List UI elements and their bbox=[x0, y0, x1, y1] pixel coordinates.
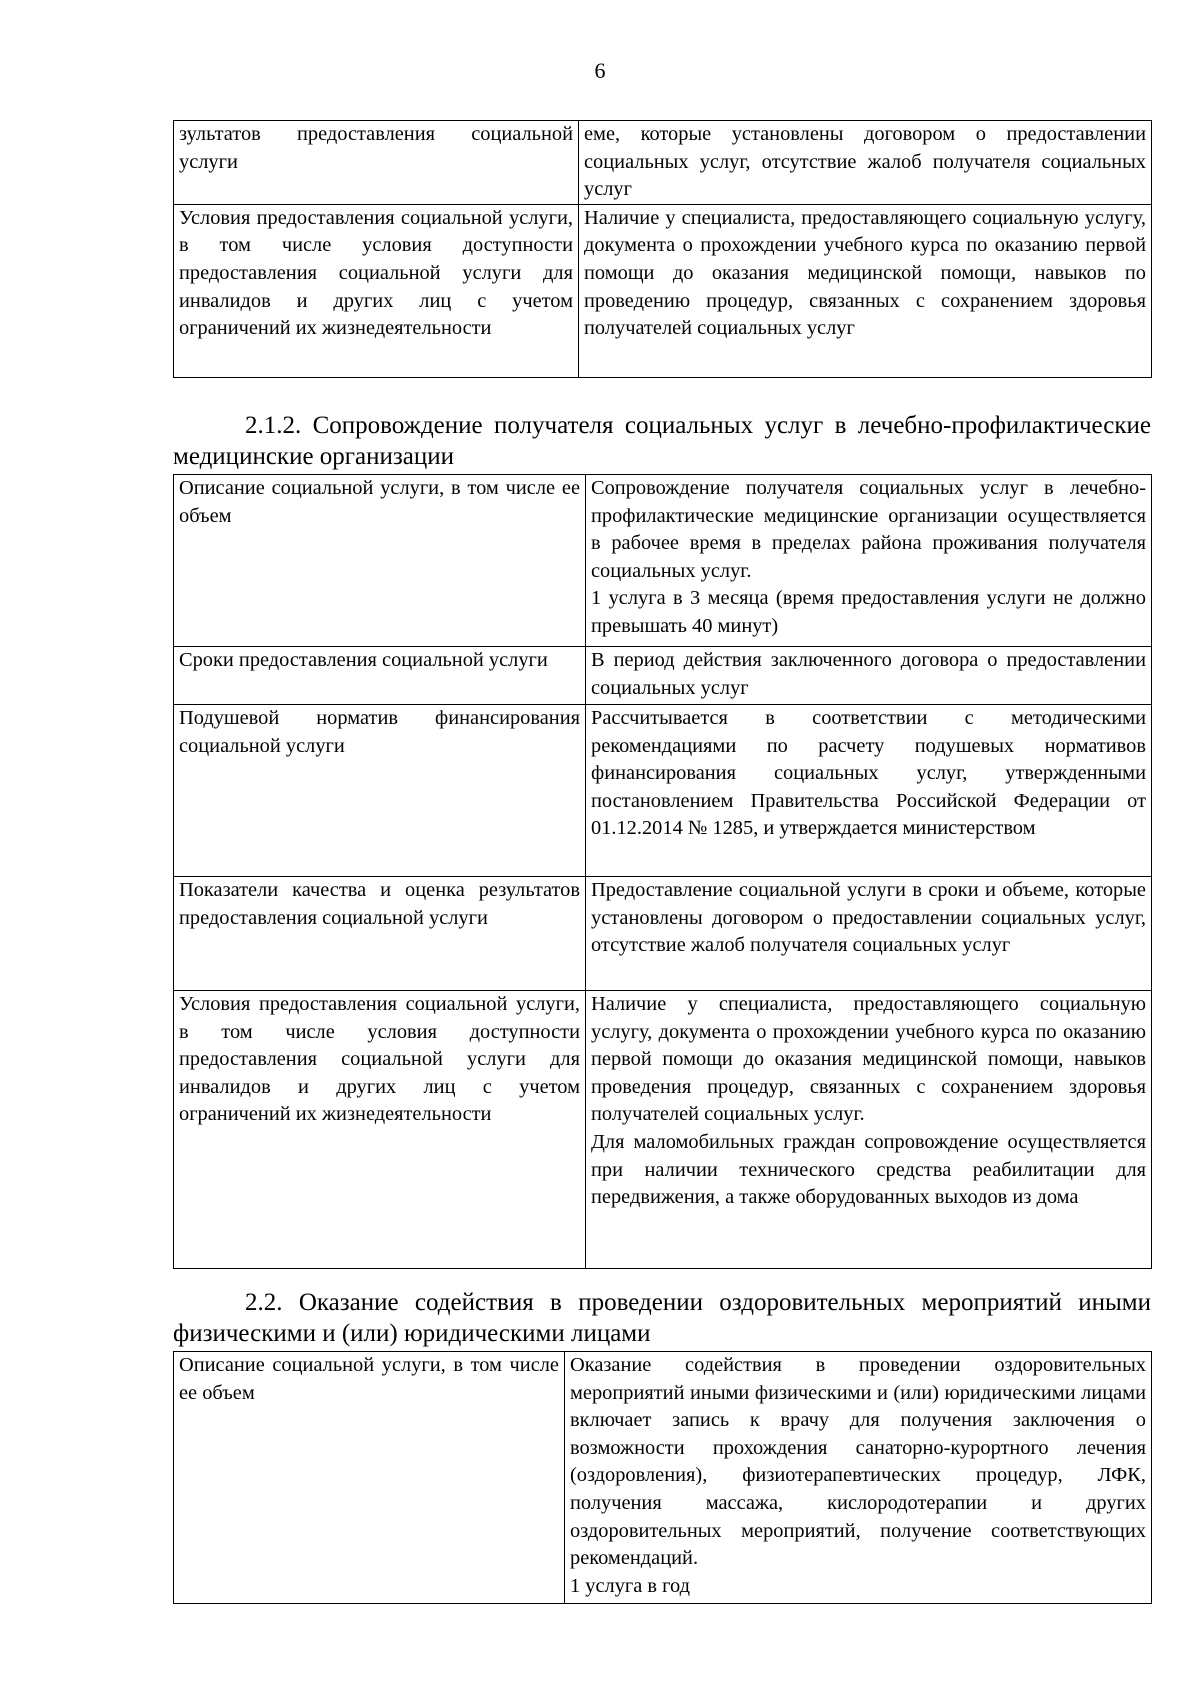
section-2-1-2 bbox=[173, 410, 1152, 1269]
cell-paragraph: Наличие у специалиста, предоставляющего социальную услугу, документа о прохождении учебного курса по оказанию первой помощи до оказания медицинской помощи, навыков по проведению процедур, связанных с сохранением здоровья получателей социальных услуг bbox=[584, 206, 1146, 340]
table-cell-label: Показатели качества и оценка результатов предоставления социальной услуги bbox=[174, 877, 586, 991]
table-row bbox=[174, 1352, 1152, 1604]
table-cell-value bbox=[586, 705, 1152, 877]
table-cell-value bbox=[579, 204, 1152, 377]
cell-paragraph: 1 услуга в год bbox=[570, 1574, 690, 1597]
cell-paragraph: В период действия заключенного договора о предоставлении социальных услуг bbox=[591, 649, 1146, 699]
section-2-2 bbox=[173, 1287, 1152, 1604]
cell-paragraph: Наличие у специалиста, предоставляющего социальную услугу, документа о прохождении учебного курса по оказанию первой помощи до оказания медицинской помощи, навыков проведения процедур, связанных с сохранением здоровья получателей социальных услуг. bbox=[591, 993, 1146, 1126]
table-cell-label: Условия предоставления социальной услуги, в том числе условия доступности предоставления социальной услуги для инвалидов и других лиц с учетом ограничений их жизнедеятельности bbox=[174, 991, 586, 1269]
cell-paragraph: Предоставление социальной услуги в сроки и объеме, которые установлены договором о предоставлении социальных услуг, отсутствие жалоб получателя социальных услуг bbox=[591, 879, 1146, 957]
table-row bbox=[174, 475, 1152, 647]
table-cell-value bbox=[586, 877, 1152, 991]
table-cell-value bbox=[586, 991, 1152, 1269]
table-cell-value bbox=[579, 121, 1152, 205]
cell-paragraph: Оказание содействия в проведении оздоровительных мероприятий иными физическими и (или) юридическими лицами включает запись к врачу для получения заключения о возможности прохождения санаторно-курортного лечения (оздоровления), физиотерапевтических процедур, ЛФК, получения массажа, кислородотерапии и других оздоровительных мероприятий, получение соответствующих рекомендаций. bbox=[570, 1354, 1146, 1570]
table-row bbox=[174, 204, 1152, 377]
cell-paragraph: Сопровождение получателя социальных услуг в лечебно-профилактические медицинские организации осуществляется в рабочее время в пределах района проживания получателя социальных услуг. bbox=[591, 477, 1146, 582]
table-top bbox=[173, 120, 1152, 378]
cell-paragraph: 1 услуга в 3 месяца (время предоставления услуги не должно превышать 40 минут) bbox=[591, 587, 1146, 637]
table-row bbox=[174, 121, 1152, 205]
table-cell-value bbox=[565, 1352, 1152, 1604]
table-cell-label: Описание социальной услуги, в том числе ее объем bbox=[174, 475, 586, 647]
table-cell-label: Описание социальной услуги, в том числе ее объем bbox=[174, 1352, 565, 1604]
table-row bbox=[174, 705, 1152, 877]
table-section-2-1-2 bbox=[173, 474, 1152, 1269]
table-cell-label: Сроки предоставления социальной услуги bbox=[174, 647, 586, 705]
section-heading: 2.2. Оказание содействия в проведении оздоровительных мероприятий иными физическими и (или) юридическими лицами bbox=[173, 1289, 1151, 1347]
section-heading: 2.1.2. Сопровождение получателя социальных услуг в лечебно-профилактические медицинские организации bbox=[173, 412, 1151, 470]
table-top-block bbox=[173, 120, 1152, 378]
table-cell-value bbox=[586, 647, 1152, 705]
table-row bbox=[174, 877, 1152, 991]
page-number: 6 bbox=[594, 58, 606, 83]
cell-paragraph: Рассчитывается в соответствии с методическими рекомендациями по расчету подушевых нормативов финансирования социальных услуг, утвержденными постановлением Правительства Российской Федерации от 01.12.2014 № 1285, и утверждается министерством bbox=[591, 707, 1146, 840]
cell-paragraph: еме, которые установлены договором о предоставлении социальных услуг, отсутствие жалоб получателя социальных услуг bbox=[584, 123, 1146, 201]
table-cell-label: зультатов предоставления социальной услуги bbox=[174, 121, 579, 205]
table-row bbox=[174, 991, 1152, 1269]
table-cell-value bbox=[586, 475, 1152, 647]
table-cell-label: Условия предоставления социальной услуги, в том числе условия доступности предоставления социальной услуги для инвалидов и других лиц с учетом ограничений их жизнедеятельности bbox=[174, 204, 579, 377]
cell-paragraph: Для маломобильных граждан сопровождение осуществляется при наличии технического средства реабилитации для передвижения, а также оборудованных выходов из дома bbox=[591, 1130, 1146, 1209]
table-cell-label: Подушевой норматив финансирования социальной услуги bbox=[174, 705, 586, 877]
table-row bbox=[174, 647, 1152, 705]
table-section-2-2 bbox=[173, 1351, 1152, 1604]
